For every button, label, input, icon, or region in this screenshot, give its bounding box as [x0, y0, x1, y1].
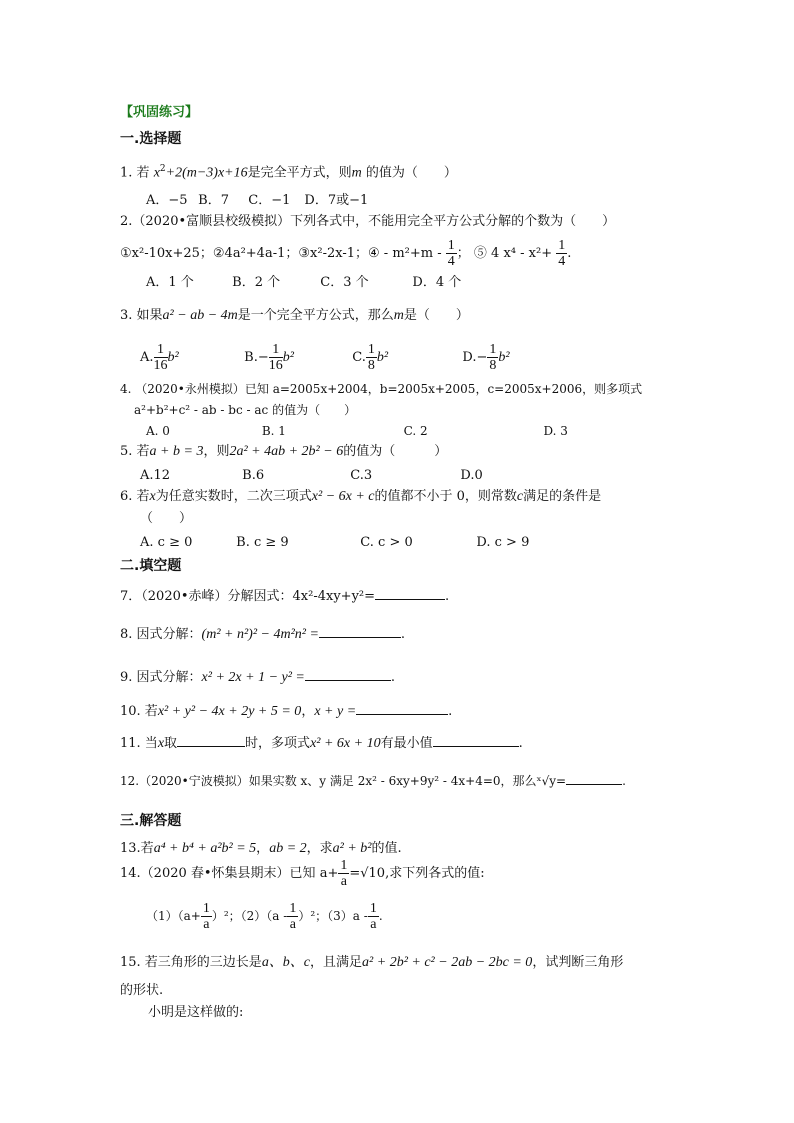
- answer-blank[interactable]: [375, 587, 445, 600]
- question-6: 6. 若x为任意实数时，二次三项式x² − 6x + c的值都不小于 0，则常数c满足的条件是: [120, 489, 602, 504]
- fraction: $\frac{1}{4}$: [447, 238, 455, 269]
- question-4-line1: 4. （2020•永州模拟）已知 a=2005x+2004，b=2005x+2005，c=2005x+2006，则多项式: [120, 382, 643, 396]
- option-c: C．3 个: [320, 275, 369, 290]
- question-6-paren: （ ）: [140, 511, 193, 526]
- question-15-line3: 小明是这样做的:: [148, 1005, 244, 1020]
- question-7: 7．（2020•赤峰）分解因式：4x²-4xy+y²= .: [120, 589, 450, 604]
- question-1-options: [146, 192, 368, 210]
- option-c: C. $\frac{1}{8}$ b²: [352, 342, 389, 373]
- question-15-line1: 15. 若三角形的三边长是a、b、c，且满足a² + 2b² + c² − 2ab − 2bc = 0，试判断三角形: [120, 955, 624, 970]
- section-heading-fill: 二.填空题: [120, 558, 182, 574]
- option-b: B. 1: [261, 424, 286, 438]
- question-10: 10. 若x² + y² − 4x + 2y + 5 = 0，x + y = .: [120, 704, 453, 719]
- question-15-line2: 的形状.: [120, 983, 164, 998]
- question-4-line2: a²+b²+c² - ab - bc - ac 的值为（ ）: [134, 403, 357, 417]
- section-title: 【巩固练习】: [120, 105, 199, 120]
- option-a: A．−5: [146, 193, 188, 208]
- question-1: 1. 若 $x^2+2(m-3)x+16$是完全平方式，则m 的值为（ ）: [120, 164, 457, 181]
- option-d: D. 3: [543, 424, 568, 438]
- question-3-options: [140, 340, 510, 376]
- question-14: 14.（2020 春•怀集县期末）已知 a+ $\frac{1}{a}$ =√10,求下列各式的值:: [120, 858, 485, 889]
- option-d: D. c > 9: [476, 535, 530, 550]
- option-b: B．7: [198, 193, 229, 208]
- option-c: C. c > 0: [360, 535, 413, 550]
- question-8: 8. 因式分解：(m² + n²)² − 4m²n² = .: [120, 627, 406, 642]
- question-2-items: ①x²-10x+25；②4a²+4a-1；③x²-2x-1；④ - m²+m - $\frac{1}{4}$ ； ⑤ 4 x⁴ - x²+ $\frac{1}{4}$ .: [120, 238, 572, 269]
- answer-blank[interactable]: [566, 772, 622, 785]
- option-b: B.6: [242, 468, 265, 483]
- option-b: B. c ≥ 9: [236, 535, 289, 550]
- question-13: 13.若a⁴ + b⁴ + a²b² = 5，ab = 2，求a² + b²的值.: [120, 841, 402, 856]
- option-d: D.0: [460, 468, 483, 483]
- question-3: 3. 如果a² − ab − 4m是一个完全平方公式，那么m是（ ）: [120, 308, 469, 323]
- question-5-options: [140, 467, 483, 485]
- option-b: B.− $\frac{1}{16}$ b²: [244, 342, 294, 373]
- answer-blank[interactable]: [433, 734, 519, 747]
- option-d: D．7或−1: [304, 193, 369, 208]
- answer-blank[interactable]: [319, 625, 401, 638]
- option-a: A．1 个: [146, 275, 194, 290]
- answer-blank[interactable]: [356, 702, 448, 715]
- option-b: B．2 个: [232, 275, 281, 290]
- question-2: 2.（2020•富顺县校级模拟）下列各式中，不能用完全平方公式分解的个数为（ ）: [120, 214, 616, 229]
- answer-blank[interactable]: [305, 668, 391, 681]
- fraction: $\frac{1}{4}$: [558, 238, 566, 269]
- option-d: D.− $\frac{1}{8}$ b²: [462, 342, 510, 373]
- section-heading-choice: 一.选择题: [120, 131, 182, 147]
- option-c: C．−1: [248, 193, 291, 208]
- question-5: 5. 若a + b = 3，则2a² + 4ab + 2b² − 6的值为（ ）: [120, 444, 448, 459]
- question-6-options: [140, 534, 529, 552]
- question-9: 9. 因式分解：x² + 2x + 1 − y² = .: [120, 670, 396, 685]
- option-a: A. c ≥ 0: [140, 535, 193, 550]
- question-2-options: [146, 274, 461, 292]
- option-a: A.12: [140, 468, 171, 483]
- option-c: C. 2: [403, 424, 428, 438]
- option-a: A. $\frac{1}{16}$ b²: [140, 342, 179, 373]
- option-d: D．4 个: [412, 275, 462, 290]
- section-heading-solve: 三.解答题: [120, 813, 182, 829]
- answer-blank[interactable]: [177, 734, 245, 747]
- question-12: 12.（2020•宁波模拟）如果实数 x、y 满足 2x² - 6xy+9y² - 4x+4=0，那么ˣ√y= .: [120, 774, 626, 788]
- question-14-parts: （1）（a+ $\frac{1}{a}$ ）²；（2）（a - $\frac{1}{a}$ ）²；（3）a - $\frac{1}{a}$ .: [146, 901, 383, 932]
- question-11: 11. 当x取 时，多项式x² + 6x + 10有最小值 .: [120, 736, 523, 751]
- option-c: C.3: [350, 468, 373, 483]
- question-4-options: [146, 422, 568, 440]
- option-a: A. 0: [146, 424, 170, 438]
